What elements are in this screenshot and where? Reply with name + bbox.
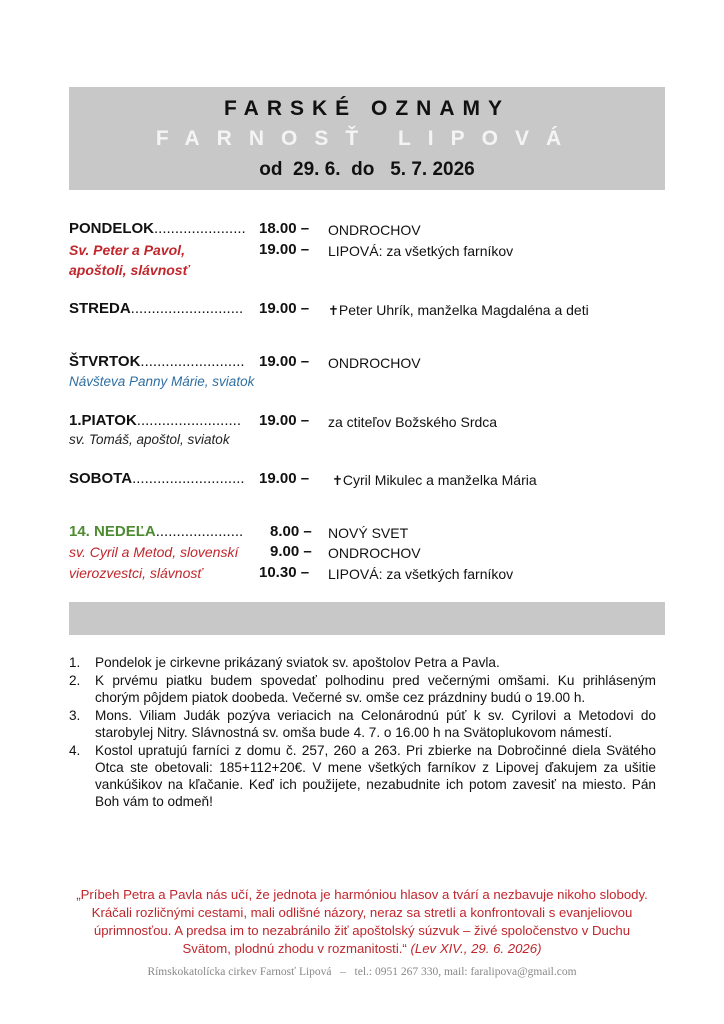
- intention-friday: za ctiteľov Božského Srdca: [328, 414, 498, 430]
- time-thursday: 19.00 –: [259, 353, 310, 370]
- intention-sunday-2: ONDROCHOV: [328, 545, 421, 561]
- header-banner: [69, 87, 665, 190]
- feast-monday-line1: Sv. Peter a Pavol,: [69, 242, 185, 258]
- date-range: od 29. 6. do 5. 7. 2026: [259, 159, 475, 180]
- intention-monday-1: ONDROCHOV: [328, 222, 421, 238]
- list-item: 1. Pondelok je cirkevne prikázaný sviatok sv. apoštolov Petra a Pavla.: [69, 655, 500, 670]
- list-item: 4. Kostol upratujú farníci z domu č. 257, 260 a 263. Pri zbierke na Dobročinné diela Svätého Otca ste obetovali: 185+112+20€. V mene všetkých farníkov z Lipovej ďakujem za ušitie vankúšikov na kľačanie. Keď ich použijete, nezabudnite ich potom zavesiť na miesto. Pán Boh vám to odmeň!: [69, 743, 656, 809]
- intention-saturday: ✝Cyril Mikulec a manželka Mária: [332, 472, 537, 488]
- list-item: 3. Mons. Viliam Judák pozýva veriacich na Celonárodnú púť k sv. Cyrilovi a Metodovi do starobylej Nitry. Slávnostná sv. omša bude 4. 7. o 16.00 h na Svätoplukovom námestí.: [69, 708, 656, 740]
- time-friday: 19.00 –: [259, 412, 310, 429]
- intention-wednesday: ✝Peter Uhrík, manželka Magdaléna a deti: [328, 302, 589, 318]
- feast-monday-line2: apoštoli, slávnosť: [69, 262, 190, 278]
- intention-monday-2: LIPOVÁ: za všetkých farníkov: [328, 243, 514, 259]
- time-sunday-3: 10.30 –: [259, 564, 310, 581]
- day-wednesday: STREDA...........................: [69, 300, 244, 317]
- time-sunday-2: 9.00 –: [270, 543, 312, 560]
- intention-sunday-3: LIPOVÁ: za všetkých farníkov: [328, 566, 514, 582]
- time-wednesday: 19.00 –: [259, 300, 310, 317]
- day-saturday: SOBOTA...........................: [69, 470, 245, 487]
- time-monday-1: 18.00 –: [259, 220, 310, 237]
- papal-quote: [72, 886, 652, 958]
- day-thursday: ŠTVRTOK.........................: [69, 353, 245, 370]
- contact-footer: Rímskokatolícka cirkev Farnosť Lipová – tel.: 0951 267 330, mail: faralipova@gmail.com: [147, 966, 577, 978]
- feast-thursday: Návšteva Panny Márie, sviatok: [69, 374, 255, 389]
- intention-sunday-1: NOVÝ SVET: [328, 525, 409, 541]
- list-item: 2. K prvému piatku budem spovedať polhodinu pred večernými omšami. Ku prihláseným chorým pôjdem piatok doobeda. Večerné sv. omše cez prázdniny budú o 19.00 h.: [69, 673, 656, 705]
- intention-thursday: ONDROCHOV: [328, 355, 421, 371]
- notices-list: [69, 654, 656, 811]
- announcements-title: FARSKÉ OZNAMY: [223, 97, 510, 120]
- quote-source: (Lev XIV., 29. 6. 2026): [410, 941, 542, 956]
- cross-icon: ✝: [332, 473, 343, 488]
- time-saturday: 19.00 –: [259, 470, 310, 487]
- feast-friday: sv. Tomáš, apoštol, sviatok: [69, 432, 230, 447]
- feast-sunday-line1: sv. Cyril a Metod, slovenskí: [69, 544, 239, 560]
- feast-sunday-line2: vierozvestci, slávnosť: [69, 565, 203, 581]
- quote-text: „Príbeh Petra a Pavla nás učí, že jednota je harmóniou hlasov a tvárí a nezbavuje nikoho slobody. Kráčali rozličnými cestami, mali odlišné názory, neraz sa stretli a konfrontovali s evanjeliovou úprimnosťou. A predsa im to nezabránilo žiť apoštolský súzvuk – živé spoločenstvo v Duchu Svätom, plodnú zhodu v rozmanitosti.“: [76, 887, 648, 956]
- time-sunday-1: 8.00 –: [270, 523, 312, 540]
- day-friday: 1.PIATOK.........................: [69, 412, 241, 429]
- cross-icon: ✝: [328, 303, 339, 318]
- time-monday-2: 19.00 –: [259, 241, 310, 258]
- day-sunday: 14. NEDEĽA.....................: [69, 523, 244, 540]
- day-monday: PONDELOK......................: [69, 220, 246, 237]
- divider-bar: [69, 602, 665, 635]
- parish-name: FARNOSŤ LIPOVÁ: [155, 127, 579, 150]
